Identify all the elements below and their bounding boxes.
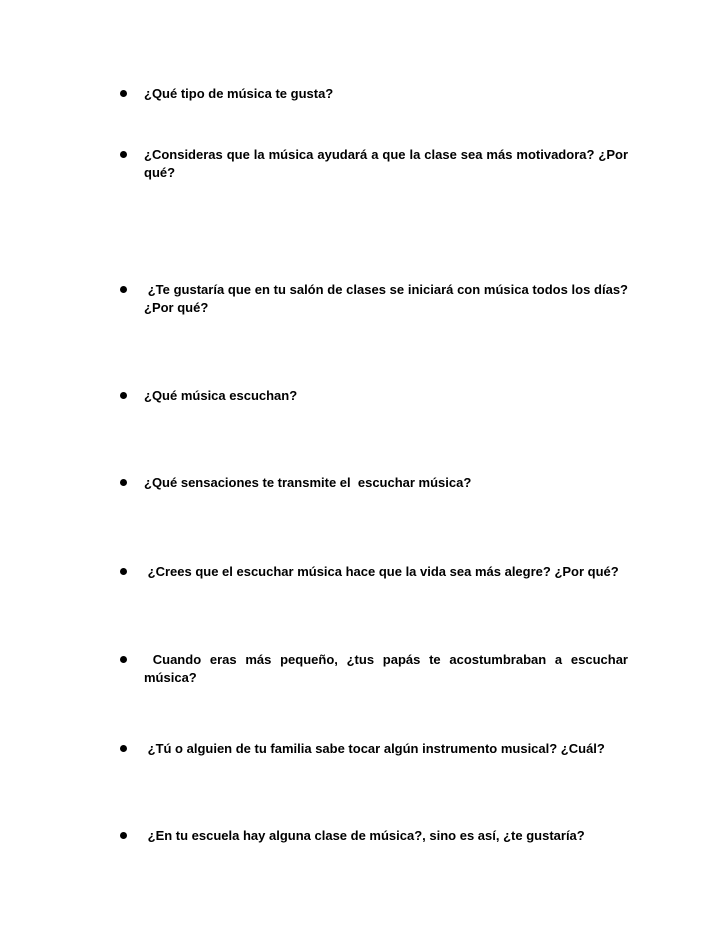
question-text: ¿Tú o alguien de tu familia sabe tocar algún instrumento musical? ¿Cuál?: [144, 741, 605, 756]
question-text: ¿Consideras que la música ayudará a que la clase sea más motivadora? ¿Por qué?: [144, 147, 628, 180]
bullet-icon: [120, 90, 127, 97]
bullet-icon: [120, 656, 127, 663]
question-text: ¿En tu escuela hay alguna clase de música?, sino es así, ¿te gustaría?: [144, 828, 585, 843]
bullet-icon: [120, 745, 127, 752]
question-text: ¿Te gustaría que en tu salón de clases se iniciará con música todos los días? ¿Por qué?: [144, 282, 632, 315]
bullet-icon: [120, 392, 127, 399]
question-text: ¿Qué música escuchan?: [144, 388, 298, 403]
bullet-icon: [120, 286, 127, 293]
bullet-icon: [120, 832, 127, 839]
bullet-icon: [120, 151, 127, 158]
question-text: Cuando eras más pequeño, ¿tus papás te acostumbraban a escuchar música?: [144, 652, 632, 685]
question-text: ¿Crees que el escuchar música hace que la vida sea más alegre? ¿Por qué?: [144, 564, 619, 579]
bullet-icon: [120, 479, 127, 486]
bullet-icon: [120, 568, 127, 575]
question-text: ¿Qué tipo de música te gusta?: [144, 86, 334, 101]
question-text: ¿Qué sensaciones te transmite el escuchar música?: [144, 475, 472, 490]
